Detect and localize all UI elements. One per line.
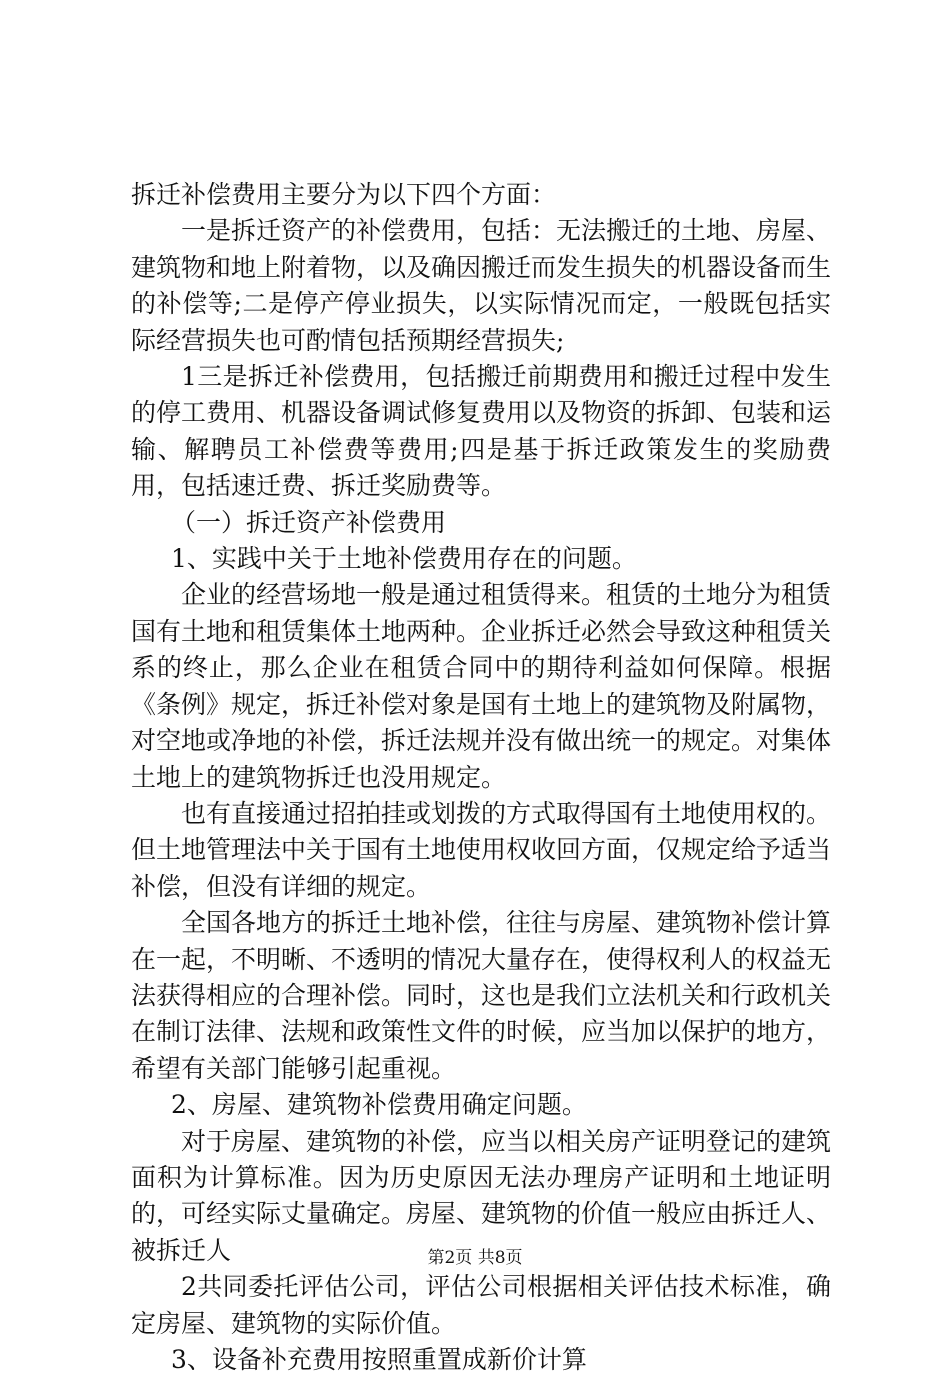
paragraph-appraisal: 2共同委托评估公司，评估公司根据相关评估技术标准，确定房屋、建筑物的实际价值。 — [131, 1272, 831, 1338]
subsection-heading-equipment: 3、设备补充费用按照重置成新价计算 — [171, 1345, 587, 1374]
paragraph-allocation: 也有直接通过招拍挂或划拨的方式取得国有土地使用权的。但土地管理法中关于国有土地使用权收回方面，仅规定给予适当补偿，但没有详细的规定。 — [131, 798, 832, 901]
paragraph-2: 1三是拆迁补偿费用，包括搬迁前期费用和搬迁过程中发生的停工费用、机器设备调试修复费用以及物资的拆卸、包装和运输、解聘员工补偿费等费用;四是基于拆迁政策发生的奖励费用，包括速迁费、拆迁奖励费等。 — [131, 362, 832, 501]
document-body — [131, 177, 831, 1378]
paragraph-intro: 拆迁补偿费用主要分为以下四个方面： — [131, 180, 557, 209]
subsection-heading-buildings: 2、房屋、建筑物补偿费用确定问题。 — [171, 1090, 587, 1120]
page-number-footer: 第2页 共8页 — [427, 1248, 523, 1268]
section-heading-1: （一）拆迁资产补偿费用 — [171, 507, 447, 537]
paragraph-1: 一是拆迁资产的补偿费用，包括：无法搬迁的土地、房屋、建筑物和地上附着物，以及确因搬迁而发生损失的机器设备而生的补偿等;二是停产停业损失，以实际情况而定，一般既包括实际经营损失也可酌情包括预期经营损失; — [131, 216, 832, 355]
subsection-heading-land: 1、实践中关于土地补偿费用存在的问题。 — [171, 544, 637, 574]
paragraph-buildings: 对于房屋、建筑物的补偿，应当以相关房产证明登记的建筑面积为计算标准。因为历史原因无法办理房产证明和土地证明的，可经实际丈量确定。房屋、建筑物的价值一般应由拆迁人、被拆迁人 — [131, 1126, 832, 1265]
paragraph-national: 全国各地方的拆迁土地补偿，往往与房屋、建筑物补偿计算在一起，不明晰、不透明的情况大量存在，使得权利人的权益无法获得相应的合理补偿。同时，这也是我们立法机关和行政机关在制订法律、法规和政策性文件的时候，应当加以保护的地方，希望有关部门能够引起重视。 — [131, 908, 832, 1083]
paragraph-lease: 企业的经营场地一般是通过租赁得来。租赁的土地分为租赁国有土地和租赁集体土地两种。企业拆迁必然会导致这种租赁关系的终止，那么企业在租赁合同中的期待利益如何保障。根据《条例》规定，拆迁补偿对象是国有土地上的建筑物及附属物，对空地或净地的补偿，拆迁法规并没有做出统一的规定。对集体土地上的建筑物拆迁也没用规定。 — [131, 580, 832, 792]
